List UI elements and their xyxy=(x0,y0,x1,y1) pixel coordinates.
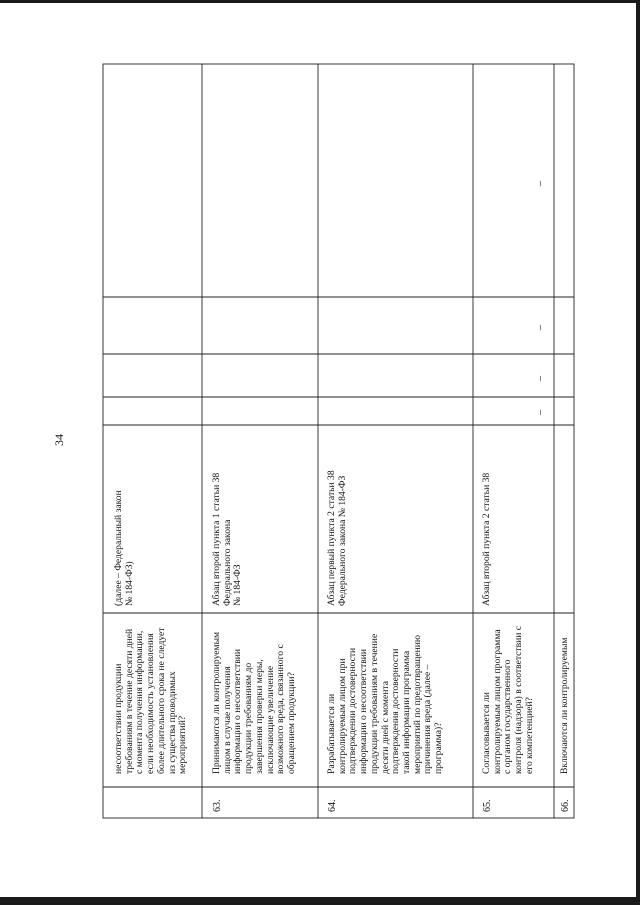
question-text-63: Принимаются ли контролируемым лицом в случае получения информации о несоответствии продукции требованиям до завершения проверки меры, исключающие увеличение возможного вреда, связанного с обращением продукции? xyxy=(211,631,297,774)
reference-text-64: Абзац первый пункта 2 статьи 38 Федерального закона № 184-ФЗ xyxy=(326,470,348,606)
question-text-64: Разрабатывается ли контролируемым лицом при подтверждении достоверности информации о несоответствии продукции требованиям в течение десяти дней с момента подтверждения достоверности такой информации программа мероприятий по предотвращению причинения вреда (далее – программа)? xyxy=(326,633,445,774)
question-text-65: Согласовывается ли контролируемым лицом программа с органом государственного контроля (надзора) в соответствии с его компетенцией? xyxy=(481,625,535,774)
question-text-66: Включаются ли контролируемым xyxy=(559,637,570,774)
row-number-64: 64. xyxy=(327,799,338,812)
row-number-63: 63. xyxy=(212,799,223,812)
reference-text-63: Абзац второй пункта 1 статьи 38 Федерального закона № 184-ФЗ xyxy=(211,472,244,606)
row-number-66: 66. xyxy=(560,799,571,812)
dash-mark-note: – xyxy=(535,181,546,186)
reference-text-continuation: (далее – Федеральный закон № 184-ФЗ) xyxy=(113,490,135,606)
row-number-65: 65. xyxy=(482,799,493,812)
reference-text-65: Абзац второй пункта 2 статьи 38 xyxy=(481,472,492,606)
dash-mark-na: – xyxy=(535,325,546,330)
dash-mark-yes: – xyxy=(535,410,546,415)
dash-mark-no: – xyxy=(535,376,546,381)
page-number: 34 xyxy=(52,434,66,446)
question-text-continuation: несоответствии продукции требованиям в течение десяти дней с момента получения информации, если необходимость установления более длительного срока не следует из существа проводимых мероприятий? xyxy=(113,627,189,774)
